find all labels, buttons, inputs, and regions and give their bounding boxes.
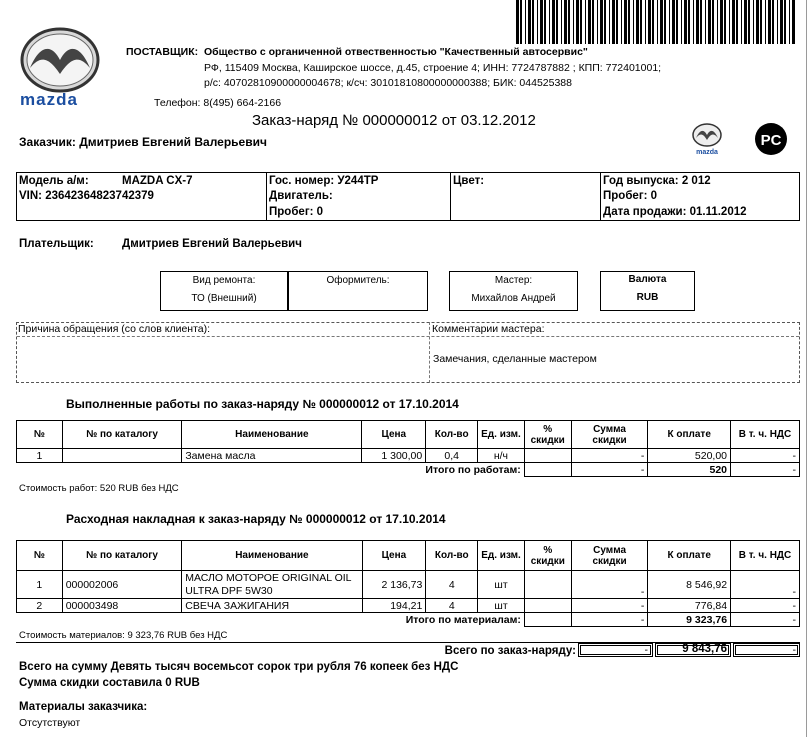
- car-mileage-2: Пробег: 0: [603, 190, 658, 202]
- cell: -: [731, 449, 800, 463]
- customer-line: Заказчик: Дмитриев Евгений Валерьевич: [19, 135, 267, 149]
- barcode-bar: [789, 0, 790, 44]
- cell: 0,4: [426, 449, 478, 463]
- reason-label: Причина обращения (со слов клиента):: [18, 323, 211, 335]
- barcode-bar: [585, 0, 586, 44]
- barcode-bar: [640, 0, 642, 44]
- cell: -: [731, 571, 800, 599]
- car-color: Цвет:: [453, 175, 485, 187]
- table-row: [17, 449, 800, 463]
- cell: [524, 599, 571, 613]
- grand-total-disc: -: [644, 644, 648, 656]
- barcode-bar: [564, 0, 567, 44]
- works-total-row: [17, 463, 800, 477]
- col-unit: Ед. изм.: [478, 541, 525, 571]
- cell: шт: [478, 571, 525, 599]
- col-pay: К оплате: [648, 541, 731, 571]
- barcode-bar: [681, 0, 682, 44]
- repair-type-box: [160, 271, 288, 311]
- col-pay: К оплате: [648, 421, 731, 449]
- sum-in-words: Всего на сумму Девять тысяч восемьсот сорок три рубля 76 копеек без НДС: [19, 661, 459, 673]
- barcode-bar: [628, 0, 630, 44]
- barcode-bar: [741, 0, 742, 44]
- grand-total-label: Всего по заказ-наряду:: [444, 645, 576, 657]
- materials-total-disc: -: [571, 613, 648, 627]
- col-disc-sum: Сумма скидки: [571, 541, 648, 571]
- works-title: Выполненные работы по заказ-наряду № 000000012 от 17.10.2014: [66, 397, 459, 411]
- supplier-name: Общество с органиченной отвественностью "Качественный автосервис": [204, 46, 588, 58]
- cert-text: PC: [760, 132, 782, 149]
- barcode-bar: [717, 0, 718, 44]
- supplier-phone: Телефон: 8(495) 664-2166: [154, 97, 282, 109]
- cell: 2 136,73: [362, 571, 426, 599]
- barcode-bar: [648, 0, 651, 44]
- barcode-bar: [780, 0, 783, 44]
- barcode-bar: [756, 0, 759, 44]
- barcode-bar: [576, 0, 579, 44]
- barcode-bar: [580, 0, 582, 44]
- works-header-row: [17, 421, 800, 449]
- payer-label: Плательщик:: [19, 238, 94, 250]
- cell: -: [571, 599, 648, 613]
- car-vin: VIN: 23642364823742379: [19, 190, 154, 202]
- comments-label: Комментарии мастера:: [432, 323, 545, 335]
- barcode-bar: [657, 0, 658, 44]
- cell: [524, 571, 571, 599]
- barcode-bar: [753, 0, 754, 44]
- car-model: MAZDA CX-7: [122, 175, 193, 187]
- col-disc: % скидки: [524, 421, 571, 449]
- mazda-wordmark: mazda: [20, 90, 78, 109]
- cell: [62, 449, 182, 463]
- cell: 4: [426, 571, 478, 599]
- col-name: Наименование: [182, 421, 362, 449]
- cell: 776,84: [648, 599, 731, 613]
- materials-title: Расходная накладная к заказ-наряду № 000000012 от 17.10.2014: [66, 512, 446, 526]
- barcode-bar: [693, 0, 694, 44]
- works-total-vat: -: [731, 463, 800, 477]
- col-price: Цена: [362, 541, 426, 571]
- works-total-label: Итого по работам:: [17, 463, 525, 477]
- car-plate: Гос. номер: У244ТР: [269, 175, 379, 187]
- materials-cost-note: Стоимость материалов: 9 323,76 RUB без НДС: [19, 630, 228, 641]
- barcode-bar: [664, 0, 666, 44]
- car-mileage: Пробег: 0: [269, 206, 324, 218]
- barcode-bar: [597, 0, 598, 44]
- table-row: [17, 599, 800, 613]
- barcode-bar: [525, 0, 526, 44]
- barcode-bar: [544, 0, 546, 44]
- car-year: Год выпуска: 2 012: [603, 175, 711, 187]
- cell: н/ч: [478, 449, 525, 463]
- col-catalog: № по каталогу: [62, 541, 182, 571]
- col-name: Наименование: [182, 541, 362, 571]
- barcode-bar: [688, 0, 690, 44]
- barcode-bar: [532, 0, 534, 44]
- barcode-bar: [736, 0, 738, 44]
- barcode: [514, 0, 798, 46]
- currency-value: RUB: [636, 292, 659, 303]
- barcode-bar: [748, 0, 750, 44]
- barcode-bar: [612, 0, 615, 44]
- materials-total-label: Итого по материалам:: [17, 613, 525, 627]
- cell: -: [731, 599, 800, 613]
- barcode-bar: [684, 0, 687, 44]
- works-cost-note: Стоимость работ: 520 RUB без НДС: [19, 483, 179, 494]
- cell: МАСЛО МОТОРОЕ ORIGINAL OIL ULTRA DPF 5W30: [182, 571, 362, 599]
- materials-total-vat: -: [731, 613, 800, 627]
- repair-type-value: ТО (Внешний): [191, 293, 257, 304]
- col-num: №: [17, 541, 63, 571]
- barcode-bar: [633, 0, 634, 44]
- cell: -: [571, 449, 648, 463]
- barcode-bar: [708, 0, 711, 44]
- supplier-label: ПОСТАВЩИК:: [126, 46, 199, 58]
- cell: [524, 449, 571, 463]
- cell: 194,21: [362, 599, 426, 613]
- materials-header-row: [17, 541, 800, 571]
- grand-total-value: 9 843,76: [682, 643, 727, 655]
- barcode-bar: [724, 0, 726, 44]
- col-unit: Ед. изм.: [478, 421, 525, 449]
- master-label: Мастер:: [494, 275, 533, 286]
- cell: Замена масла: [182, 449, 362, 463]
- barcode-bar: [760, 0, 762, 44]
- cell: -: [571, 571, 648, 599]
- cell: 2: [17, 599, 63, 613]
- barcode-bar: [604, 0, 606, 44]
- works-table: [16, 420, 800, 477]
- cell: 4: [426, 599, 478, 613]
- cell: 8 546,92: [648, 571, 731, 599]
- barcode-bar: [588, 0, 591, 44]
- barcode-bar: [700, 0, 702, 44]
- barcode-bar: [528, 0, 531, 44]
- barcode-bar: [573, 0, 574, 44]
- svg-text:mazda: mazda: [696, 149, 718, 156]
- document-title: Заказ-наряд № 000000012 от 03.12.2012: [252, 112, 536, 129]
- barcode-bar: [765, 0, 766, 44]
- barcode-bar: [720, 0, 723, 44]
- clerk-label: Оформитель:: [326, 275, 390, 286]
- supplier-bank: р/с: 40702810900000004678; к/сч: 30101810800000000388; БИК: 044525388: [204, 77, 572, 89]
- barcode-bar: [552, 0, 555, 44]
- barcode-bar: [660, 0, 663, 44]
- table-row: [17, 571, 800, 599]
- customer-materials-label: Материалы заказчика:: [19, 701, 148, 713]
- barcode-bar: [652, 0, 654, 44]
- barcode-bar: [784, 0, 786, 44]
- cell: шт: [478, 599, 525, 613]
- cert-mark: [753, 121, 789, 157]
- barcode-bar: [772, 0, 774, 44]
- barcode-bar: [777, 0, 778, 44]
- discount-note: Сумма скидки составила 0 RUB: [19, 677, 200, 689]
- materials-total: 9 323,76: [648, 613, 731, 627]
- barcode-bar: [549, 0, 550, 44]
- barcode-bar: [600, 0, 603, 44]
- barcode-bar: [520, 0, 522, 44]
- col-price: Цена: [362, 421, 426, 449]
- barcode-bar: [729, 0, 730, 44]
- barcode-bar: [561, 0, 562, 44]
- barcode-bar: [669, 0, 670, 44]
- customer-materials-value: Отсутствуют: [19, 717, 81, 729]
- cell: СВЕЧА ЗАЖИГАНИЯ: [182, 599, 362, 613]
- cell: 000002006: [62, 571, 182, 599]
- col-qty: Кол-во: [426, 541, 478, 571]
- cell: 1 300,00: [362, 449, 426, 463]
- materials-table: [16, 540, 800, 627]
- col-catalog: № по каталогу: [62, 421, 182, 449]
- barcode-bar: [624, 0, 627, 44]
- barcode-bar: [592, 0, 594, 44]
- col-vat: В т. ч. НДС: [731, 421, 800, 449]
- barcode-bar: [621, 0, 622, 44]
- payer-name: Дмитриев Евгений Валерьевич: [122, 238, 302, 250]
- car-engine: Двигатель:: [269, 190, 333, 202]
- barcode-bar: [705, 0, 706, 44]
- col-disc: % скидки: [524, 541, 571, 571]
- mazda-small-logo: [690, 122, 724, 156]
- grand-total-box: [578, 643, 800, 659]
- barcode-bar: [516, 0, 519, 44]
- barcode-bar: [556, 0, 558, 44]
- col-vat: В т. ч. НДС: [731, 541, 800, 571]
- barcode-bar: [609, 0, 610, 44]
- works-total: 520: [648, 463, 731, 477]
- barcode-bar: [696, 0, 699, 44]
- works-total-disc: -: [571, 463, 648, 477]
- repair-type-label: Вид ремонта:: [192, 275, 256, 286]
- barcode-bar: [645, 0, 646, 44]
- clerk-box: [288, 271, 428, 311]
- barcode-bar: [568, 0, 570, 44]
- barcode-bar: [676, 0, 678, 44]
- currency-label: Валюта: [628, 274, 667, 285]
- car-sale-date: Дата продажи: 01.11.2012: [603, 206, 747, 218]
- barcode-bar: [712, 0, 714, 44]
- barcode-bar: [768, 0, 771, 44]
- barcode-bar: [732, 0, 735, 44]
- comments-text: Замечания, сделанные мастером: [433, 353, 597, 365]
- barcode-bar: [672, 0, 675, 44]
- cell: 520,00: [648, 449, 731, 463]
- currency-box: [600, 271, 695, 311]
- materials-total-row: [17, 613, 800, 627]
- barcode-bar: [537, 0, 538, 44]
- barcode-bar: [636, 0, 639, 44]
- grand-total-vat: -: [792, 644, 796, 656]
- cell: 000003498: [62, 599, 182, 613]
- col-num: №: [17, 421, 63, 449]
- col-qty: Кол-во: [426, 421, 478, 449]
- barcode-bar: [616, 0, 618, 44]
- cell: 1: [17, 449, 63, 463]
- supplier-address: РФ, 115409 Москва, Каширское шоссе, д.45, строение 4; ИНН: 7724787882 ; КПП: 772401001;: [204, 62, 662, 74]
- barcode-bar: [540, 0, 543, 44]
- barcode-bar: [792, 0, 795, 44]
- master-value: Михайлов Андрей: [471, 293, 556, 304]
- col-disc-sum: Сумма скидки: [571, 421, 648, 449]
- car-model-label: Модель а/м:: [19, 175, 89, 187]
- master-box: [449, 271, 578, 311]
- barcode-bar: [744, 0, 747, 44]
- cell: 1: [17, 571, 63, 599]
- page-edge: [806, 0, 807, 737]
